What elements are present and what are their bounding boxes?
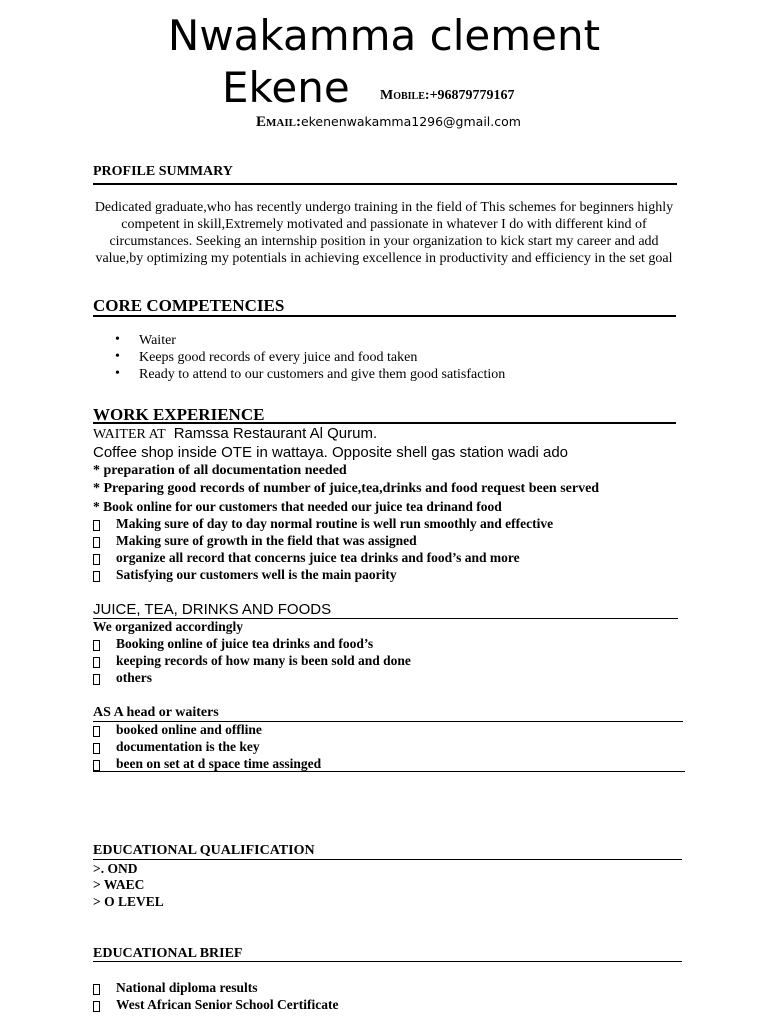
checkbox-glyph-icon bbox=[93, 726, 100, 737]
checkbox-glyph-icon bbox=[93, 640, 100, 651]
employer: Ramssa Restaurant Al Qurum. bbox=[173, 425, 378, 442]
list-item: Booking online of juice tea drinks and food’s bbox=[116, 636, 374, 651]
work-experience-heading: WORK EXPERIENCE bbox=[93, 405, 265, 424]
checkbox-glyph-icon bbox=[93, 537, 100, 548]
list-item: >. OND bbox=[93, 861, 138, 876]
checkbox-glyph-icon bbox=[93, 571, 100, 582]
name-line-1: Nwakamma clement bbox=[167, 11, 601, 60]
mobile-label: Mobile: bbox=[380, 88, 430, 103]
profile-summary-heading: PROFILE SUMMARY bbox=[93, 164, 233, 179]
list-item: booked online and offline bbox=[116, 722, 262, 737]
divider bbox=[93, 183, 677, 185]
name-line-2-row bbox=[222, 64, 350, 112]
bullet-icon: • bbox=[115, 366, 120, 381]
checkbox-glyph-icon bbox=[93, 554, 100, 565]
list-item: National diploma results bbox=[116, 980, 258, 995]
divider bbox=[93, 961, 682, 962]
education-heading: EDUCATIONAL QUALIFICATION bbox=[93, 843, 315, 858]
checkbox-glyph-icon bbox=[93, 760, 100, 771]
divider bbox=[93, 315, 676, 317]
list-item: > WAEC bbox=[93, 877, 145, 892]
email-value: ekenenwakamma1296@gmail.com bbox=[300, 114, 521, 129]
list-item: documentation is the key bbox=[116, 739, 260, 754]
checkbox-glyph-icon bbox=[93, 657, 100, 668]
juice-intro: We organized accordingly bbox=[93, 619, 243, 634]
profile-summary-text: Dedicated graduate,who has recently undergo training in the field of This schemes for beginners highly competent in skill,Extremely motivated and passionate in whatever I do with different kind of circumstances. Seeking an internship position in your organization to kick start my career and add value,by optimizing my potentials in achieving excellence in productivity and efficiency in the set goal bbox=[94, 200, 674, 266]
list-item: Ready to attend to our customers and give them good satisfaction bbox=[139, 367, 506, 382]
list-item: Making sure of day to day normal routine is well run smoothly and effective bbox=[116, 516, 554, 531]
bullet-icon: • bbox=[115, 349, 120, 364]
list-item: others bbox=[116, 670, 152, 685]
list-item: > O LEVEL bbox=[93, 894, 164, 909]
role-label: WAITER AT bbox=[93, 427, 166, 442]
education-brief-heading: EDUCATIONAL BRIEF bbox=[93, 946, 243, 961]
checkbox-glyph-icon bbox=[93, 743, 100, 754]
mobile-value: +96879779167 bbox=[429, 88, 515, 103]
list-item: West African Senior School Certificate bbox=[116, 997, 339, 1012]
work-role-row bbox=[93, 425, 377, 443]
list-item: been on set at d space time assinged bbox=[116, 756, 322, 771]
list-item: * Preparing good records of number of juice,tea,drinks and food request been served bbox=[93, 481, 600, 496]
list-item: Satisfying our customers well is the main paority bbox=[116, 567, 397, 582]
list-item: * preparation of all documentation needed bbox=[93, 463, 347, 478]
name-line-2: Ekene bbox=[222, 63, 350, 112]
bullet-icon: • bbox=[115, 332, 120, 347]
head-waiter-heading: AS A head or waiters bbox=[93, 705, 219, 720]
checkbox-glyph-icon bbox=[93, 1001, 100, 1012]
list-item: organize all record that concerns juice tea drinks and food’s and more bbox=[116, 550, 520, 565]
list-item: keeping records of how many is been sold and done bbox=[116, 653, 411, 668]
checkbox-glyph-icon bbox=[93, 674, 100, 685]
core-competencies-heading: CORE COMPETENCIES bbox=[93, 296, 285, 315]
checkbox-glyph-icon bbox=[93, 984, 100, 995]
mobile-row bbox=[380, 88, 515, 104]
email-label: Email: bbox=[256, 114, 301, 130]
list-item: Keeps good records of every juice and food taken bbox=[139, 350, 418, 365]
list-item: * Book online for our customers that needed our juice tea drinand food bbox=[93, 499, 502, 514]
divider bbox=[93, 422, 676, 424]
divider bbox=[93, 771, 685, 772]
list-item: Waiter bbox=[139, 333, 176, 348]
checkbox-glyph-icon bbox=[93, 520, 100, 531]
email-row bbox=[256, 114, 521, 131]
work-location: Coffee shop inside OTE in wattaya. Opposite shell gas station wadi ado bbox=[93, 444, 568, 461]
juice-section-heading: JUICE, TEA, DRINKS AND FOODS bbox=[93, 601, 332, 618]
list-item: Making sure of growth in the field that was assigned bbox=[116, 533, 417, 548]
divider bbox=[93, 859, 682, 860]
